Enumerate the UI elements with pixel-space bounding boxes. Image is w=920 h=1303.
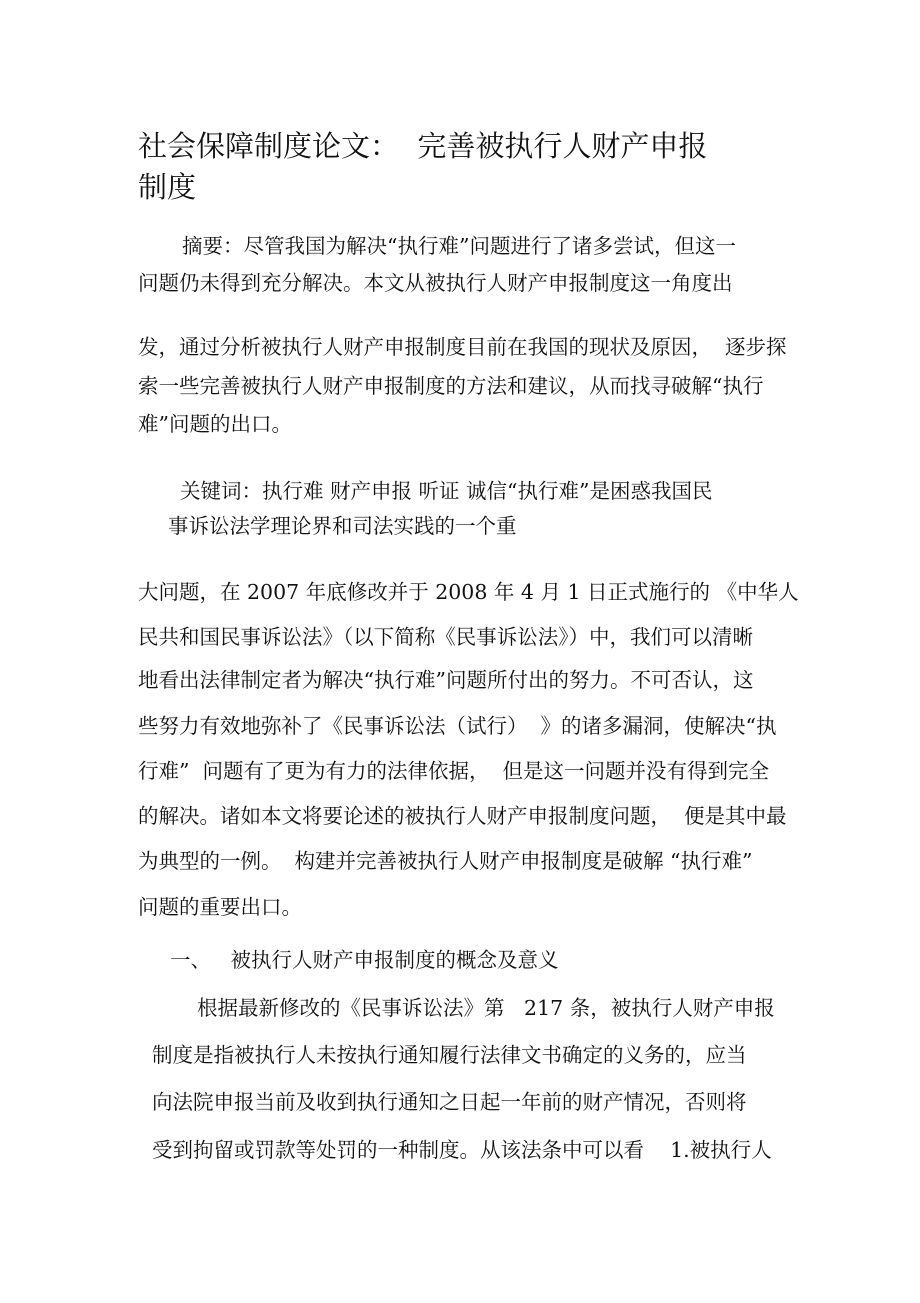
body-line-4: 些努力有效地弥补了《民事诉讼法（试行） 》的诸多漏洞，使解决“执 (138, 714, 777, 738)
doc-title-line-1: 社会保障制度论文： 完善被执行人财产申报 (138, 129, 708, 163)
section1-line-3: 向法院申报当前及收到执行通知之日起一年前的财产情况，否则将 (152, 1090, 747, 1114)
keywords-line-1: 关键词：执行难 财产申报 听证 诚信“执行难”是困惑我国民 (180, 479, 713, 503)
abstract-line-2: 问题仍未得到充分解决。本文从被执行人财产申报制度这一角度出 (138, 271, 733, 295)
section1-line-4: 受到拘留或罚款等处罚的一种制度。从该法条中可以看 1.被执行人 (152, 1138, 772, 1162)
body-line-1: 大问题，在 2007 年底修改并于 2008 年 4 月 1 日正式施行的 《中华人 (138, 580, 799, 604)
keywords-line-2: 事诉讼法学理论界和司法实践的一个重 (168, 514, 517, 538)
body-line-5: 行难” 问题有了更为有力的法律依据， 但是这一问题并没有得到完全 (138, 759, 770, 783)
body-line-6: 的解决。诸如本文将要论述的被执行人财产申报制度问题， 便是其中最 (138, 804, 787, 828)
body-line-8: 问题的重要出口。 (138, 895, 302, 919)
abstract-line-4: 索一些完善被执行人财产申报制度的方法和建议，从而找寻破解“执行 (138, 374, 764, 398)
section1-line-2: 制度是指被执行人未按执行通知履行法律文书确定的义务的，应当 (152, 1043, 747, 1067)
body-line-7: 为典型的一例。 构建并完善被执行人财产申报制度是破解 “执行难” (138, 849, 753, 873)
section1-line-1: 根据最新修改的《民事诉讼法》第 217 条，被执行人财产申报 (197, 996, 775, 1020)
doc-title-line-2: 制度 (138, 170, 197, 204)
body-line-3: 地看出法律制定者为解决“执行难”问题所付出的努力。不可否认，这 (138, 668, 754, 692)
abstract-line-1: 摘要：尽管我国为解决“执行难”问题进行了诸多尝试，但这一 (182, 234, 736, 258)
abstract-line-3: 发，通过分析被执行人财产申报制度目前在我国的现状及原因， 逐步探 (138, 335, 787, 359)
abstract-line-5: 难”问题的出口。 (138, 412, 292, 436)
section-heading-1: 一、 被执行人财产申报制度的概念及意义 (170, 948, 559, 972)
body-line-2: 民共和国民事诉讼法》（以下简称《民事诉讼法》）中，我们可以清晰 (138, 625, 753, 649)
